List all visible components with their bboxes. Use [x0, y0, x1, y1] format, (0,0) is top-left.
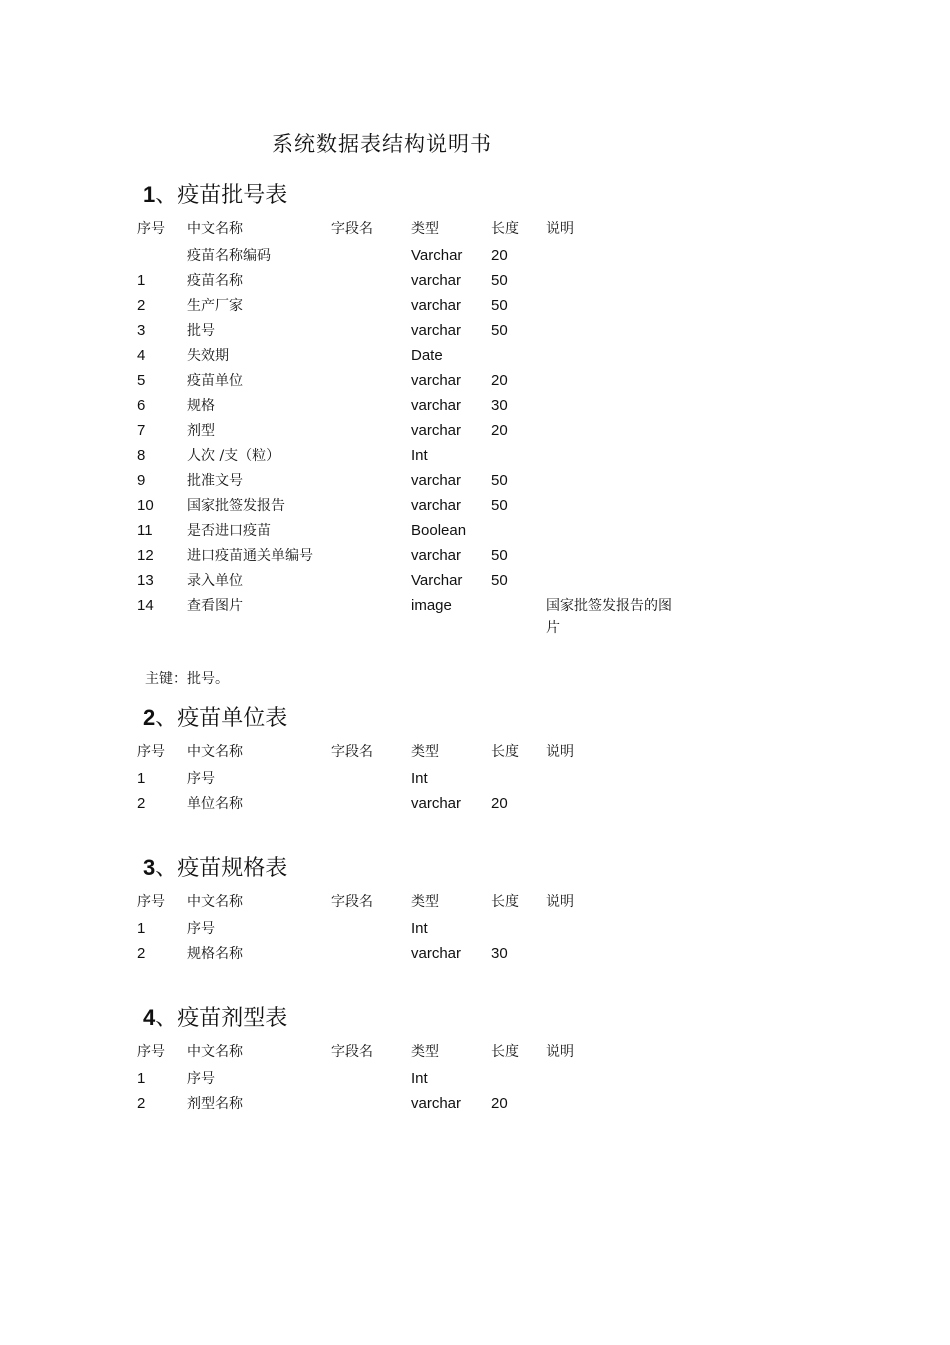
section-name: 、疫苗单位表: [155, 706, 288, 731]
seq-cell: 2: [137, 1095, 146, 1112]
column-header: 类型: [411, 1044, 439, 1060]
length-cell: 50: [491, 497, 508, 514]
length-cell: [491, 595, 546, 639]
table-row: [137, 1068, 677, 1093]
section-number: 1: [143, 182, 156, 207]
section-vaccine-spec-table: [137, 851, 697, 968]
field-name-cell: [331, 420, 411, 445]
chinese-name-cell: 序号: [187, 921, 215, 937]
table-header-row: [137, 218, 677, 245]
table-row: [137, 345, 677, 370]
field-name-cell: [331, 345, 411, 370]
column-header: 类型: [411, 894, 439, 910]
length-cell: 50: [491, 272, 508, 289]
table-row: [137, 520, 677, 545]
column-header: 序号: [137, 1044, 165, 1060]
seq-cell: 7: [137, 422, 146, 439]
type-cell: varchar: [411, 322, 462, 339]
seq-cell: 1: [137, 1070, 146, 1087]
table-row: [137, 295, 677, 320]
description-cell: [546, 370, 677, 395]
column-header: 类型: [411, 744, 439, 760]
description-cell: [546, 768, 677, 793]
type-cell: Int: [411, 1070, 428, 1087]
length-cell: 20: [491, 795, 508, 812]
table-row: [137, 570, 677, 595]
column-header: 中文名称: [187, 894, 243, 910]
type-cell: Int: [411, 447, 428, 464]
table-header-row: [137, 1041, 677, 1068]
description-cell: [546, 295, 677, 320]
description-cell: [546, 545, 677, 570]
field-table: [137, 218, 677, 639]
field-name-cell: [331, 918, 411, 943]
length-cell: [491, 445, 546, 470]
length-cell: 50: [491, 472, 508, 489]
field-name-cell: [331, 370, 411, 395]
section-heading: [137, 851, 697, 885]
seq-cell: 1: [137, 920, 146, 937]
chinese-name-cell: 规格: [187, 398, 215, 414]
column-header: 类型: [411, 221, 439, 237]
field-name-cell: [331, 270, 411, 295]
description-cell: [546, 918, 677, 943]
column-header: 字段名: [331, 221, 373, 237]
description-cell: [546, 320, 677, 345]
chinese-name-cell: 剂型名称: [187, 1096, 243, 1112]
column-header: 说明: [546, 221, 574, 237]
table-row: [137, 270, 677, 295]
description-cell: [546, 943, 677, 968]
table-row: [137, 470, 677, 495]
seq-cell: 3: [137, 322, 146, 339]
table-row: [137, 245, 677, 270]
length-cell: 30: [491, 945, 508, 962]
type-cell: Int: [411, 770, 428, 787]
table-row: [137, 395, 677, 420]
column-header: 中文名称: [187, 1044, 243, 1060]
chinese-name-cell: 查看图片: [187, 598, 243, 614]
section-heading: [137, 701, 697, 735]
chinese-name-cell: 失效期: [187, 348, 229, 364]
chinese-name-cell: 国家批签发报告: [187, 498, 285, 514]
table-row: [137, 420, 677, 445]
seq-cell: 2: [137, 795, 146, 812]
field-table: [137, 891, 677, 968]
length-cell: 20: [491, 247, 508, 264]
length-cell: [491, 520, 546, 545]
table-header-row: [137, 891, 677, 918]
field-table: [137, 1041, 677, 1118]
section-number: 3: [143, 855, 156, 880]
field-name-cell: [331, 495, 411, 520]
type-cell: varchar: [411, 547, 462, 564]
chinese-name-cell: 单位名称: [187, 796, 243, 812]
field-name-cell: [331, 470, 411, 495]
field-name-cell: [331, 943, 411, 968]
description-cell: [546, 570, 677, 595]
length-cell: 50: [491, 572, 508, 589]
seq-cell: 14: [137, 597, 154, 614]
description-cell: [546, 470, 677, 495]
column-header: 序号: [137, 744, 165, 760]
type-cell: varchar: [411, 297, 462, 314]
chinese-name-cell: 序号: [187, 1071, 215, 1087]
column-header: 序号: [137, 894, 165, 910]
field-name-cell: [331, 595, 411, 639]
document-title: 系统数据表结构说明书: [272, 132, 492, 156]
table-row: [137, 370, 677, 395]
column-header: 字段名: [331, 894, 373, 910]
length-cell: [491, 345, 546, 370]
chinese-name-cell: 批号: [187, 323, 215, 339]
seq-cell: 2: [137, 297, 146, 314]
section-number: 4: [143, 1005, 156, 1030]
type-cell: Int: [411, 920, 428, 937]
chinese-name-cell: 疫苗名称编码: [187, 248, 271, 264]
seq-cell: 2: [137, 945, 146, 962]
column-header: 说明: [546, 744, 574, 760]
seq-cell: 1: [137, 272, 146, 289]
description-cell: [546, 1068, 677, 1093]
section-heading: [137, 1001, 697, 1035]
seq-cell: [137, 245, 187, 270]
type-cell: Date: [411, 347, 443, 364]
description-cell: 国家批签发报告的图片: [546, 598, 672, 636]
type-cell: varchar: [411, 795, 462, 812]
description-cell: [546, 520, 677, 545]
description-cell: [546, 1093, 677, 1118]
table-row: [137, 1093, 677, 1118]
section-vaccine-unit-table: [137, 701, 697, 818]
table-row: [137, 445, 677, 470]
length-cell: 30: [491, 397, 508, 414]
type-cell: varchar: [411, 422, 462, 439]
type-cell: varchar: [411, 472, 462, 489]
length-cell: 50: [491, 297, 508, 314]
field-name-cell: [331, 1068, 411, 1093]
column-header: 长度: [491, 221, 519, 237]
column-header: 说明: [546, 894, 574, 910]
seq-cell: 13: [137, 572, 154, 589]
column-header: 中文名称: [187, 744, 243, 760]
seq-cell: 9: [137, 472, 146, 489]
field-name-cell: [331, 445, 411, 470]
length-cell: 20: [491, 422, 508, 439]
column-header: 字段名: [331, 1044, 373, 1060]
type-cell: varchar: [411, 497, 462, 514]
chinese-name-cell: 录入单位: [187, 573, 243, 589]
chinese-name-cell: 疫苗单位: [187, 373, 243, 389]
table-row: [137, 918, 677, 943]
chinese-name-cell: 序号: [187, 771, 215, 787]
seq-cell: 10: [137, 497, 154, 514]
field-name-cell: [331, 295, 411, 320]
description-cell: [546, 395, 677, 420]
type-cell: Varchar: [411, 247, 463, 264]
seq-cell: 1: [137, 770, 146, 787]
chinese-name-cell: 进口疫苗通关单编号: [187, 548, 313, 564]
chinese-name-cell: 剂型: [187, 423, 215, 439]
seq-cell: 11: [137, 522, 153, 539]
length-cell: 50: [491, 322, 508, 339]
length-cell: 20: [491, 1095, 508, 1112]
table-row: [137, 768, 677, 793]
field-name-cell: [331, 520, 411, 545]
table-row: [137, 545, 677, 570]
length-cell: 20: [491, 372, 508, 389]
field-name-cell: [331, 320, 411, 345]
description-cell: [546, 793, 677, 818]
table-row: [137, 320, 677, 345]
section-vaccine-batch-table: [137, 178, 697, 639]
section-vaccine-dosage-form-table: [137, 1001, 697, 1118]
chinese-name-cell: 疫苗名称: [187, 273, 243, 289]
column-header: 序号: [137, 221, 165, 237]
description-cell: [546, 420, 677, 445]
chinese-name-cell: 是否进口疫苗: [187, 523, 271, 539]
field-name-cell: [331, 545, 411, 570]
field-name-cell: [331, 395, 411, 420]
table-row: [137, 793, 677, 818]
chinese-name-cell: 规格名称: [187, 946, 243, 962]
type-cell: Varchar: [411, 572, 463, 589]
type-cell: varchar: [411, 397, 462, 414]
type-cell: Boolean: [411, 522, 467, 539]
column-header: 长度: [491, 744, 519, 760]
field-name-cell: [331, 245, 411, 270]
column-header: 字段名: [331, 744, 373, 760]
seq-cell: 12: [137, 547, 154, 564]
section-name: 、疫苗批号表: [155, 183, 288, 208]
chinese-name-cell: 批准文号: [187, 473, 243, 489]
field-name-cell: [331, 570, 411, 595]
description-cell: [546, 245, 677, 270]
description-cell: [546, 495, 677, 520]
table-row: [137, 595, 677, 639]
field-name-cell: [331, 1093, 411, 1118]
description-cell: [546, 270, 677, 295]
description-cell: [546, 345, 677, 370]
seq-cell: 6: [137, 397, 146, 414]
table-row: [137, 495, 677, 520]
type-cell: varchar: [411, 945, 462, 962]
length-cell: 50: [491, 547, 508, 564]
length-cell: [491, 918, 546, 943]
type-cell: varchar: [411, 1095, 462, 1112]
column-header: 长度: [491, 1044, 519, 1060]
section-name: 、疫苗规格表: [155, 856, 288, 881]
table-row: [137, 943, 677, 968]
column-header: 长度: [491, 894, 519, 910]
length-cell: [491, 768, 546, 793]
description-cell: [546, 445, 677, 470]
chinese-name-cell: 人次 /支（粒）: [187, 448, 281, 464]
seq-cell: 5: [137, 372, 146, 389]
type-cell: varchar: [411, 272, 462, 289]
chinese-name-cell: 生产厂家: [187, 298, 243, 314]
table-header-row: [137, 741, 677, 768]
field-table: [137, 741, 677, 818]
field-name-cell: [331, 793, 411, 818]
type-cell: image: [411, 597, 452, 614]
primary-key-note: 主键：批号。: [145, 671, 229, 687]
seq-cell: 8: [137, 447, 146, 464]
section-name: 、疫苗剂型表: [155, 1006, 288, 1031]
column-header: 中文名称: [187, 221, 243, 237]
column-header: 说明: [546, 1044, 574, 1060]
section-number: 2: [143, 705, 156, 730]
length-cell: [491, 1068, 546, 1093]
seq-cell: 4: [137, 347, 146, 364]
type-cell: varchar: [411, 372, 462, 389]
field-name-cell: [331, 768, 411, 793]
section-heading: [137, 178, 697, 212]
